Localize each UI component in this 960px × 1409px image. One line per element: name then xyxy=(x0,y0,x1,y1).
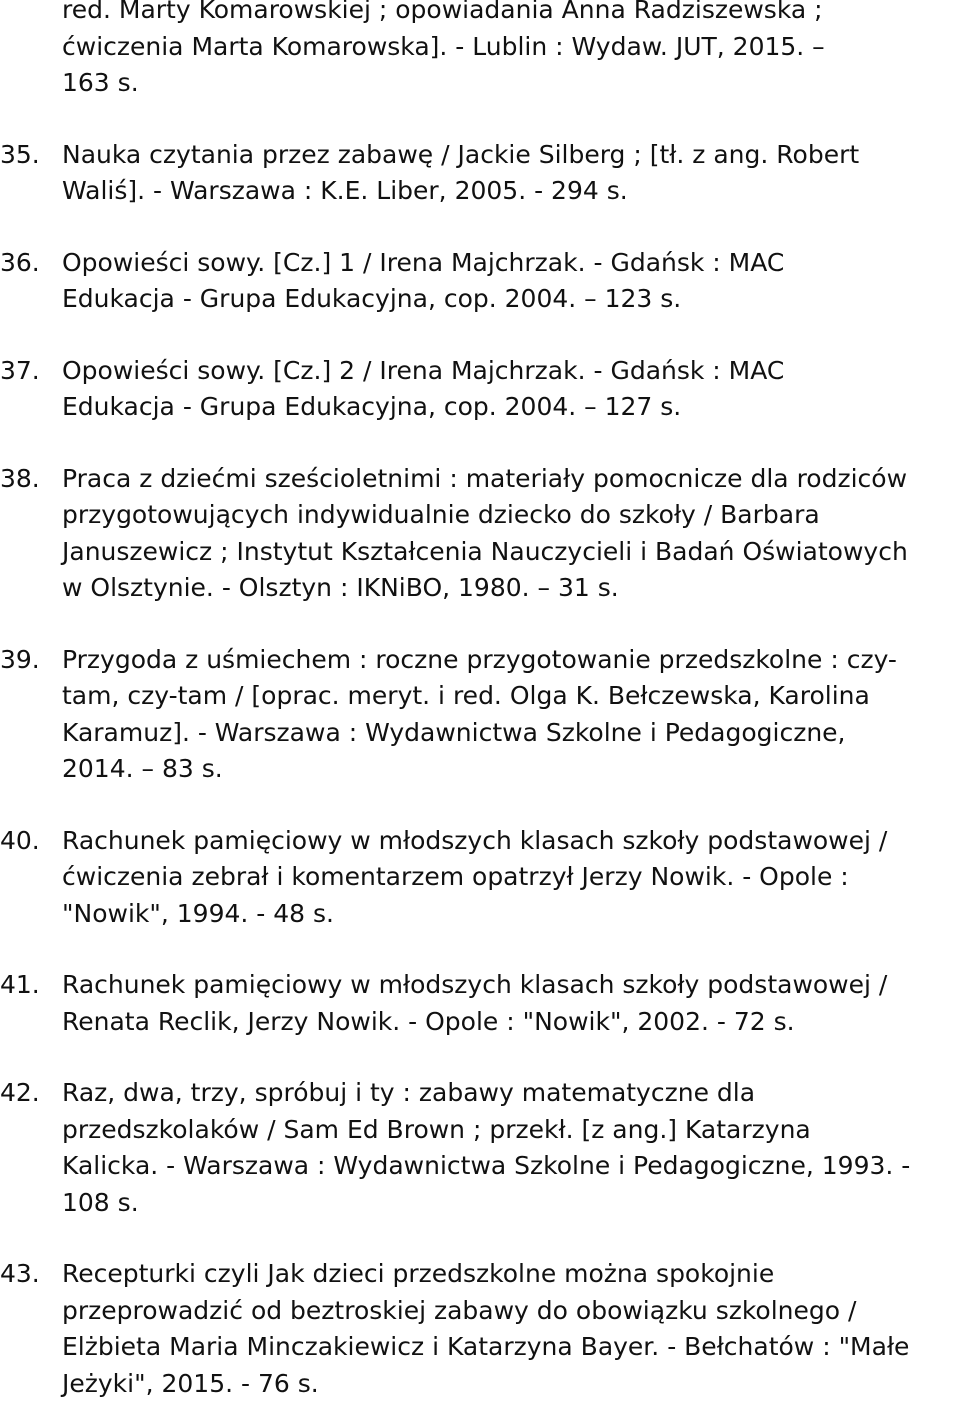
entry-line: przeprowadzić od beztroskiej zabawy do obowiązku szkolnego / xyxy=(62,1295,857,1325)
entry-number: 41. xyxy=(0,970,40,999)
entry-number: 39. xyxy=(0,644,40,674)
bibliography-entry xyxy=(0,823,960,933)
entry-line: Rachunek pamięciowy w młodszych klasach szkoły podstawowej / xyxy=(62,825,888,855)
bibliography-entry xyxy=(0,1256,960,1402)
entry-line: ćwiczenia Marta Komarowska]. - Lublin : Wydaw. JUT, 2015. – xyxy=(62,31,825,61)
entry-line: Januszewicz ; Instytut Kształcenia Nauczycieli i Badań Oświatowych xyxy=(62,536,908,566)
entry-line: Karamuz]. - Warszawa : Wydawnictwa Szkolne i Pedagogiczne, xyxy=(62,717,846,747)
entry-line: Opowieści sowy. [Cz.] 2 / Irena Majchrzak. - Gdańsk : MAC xyxy=(62,355,785,385)
bibliography-entry xyxy=(0,461,960,607)
entry-text xyxy=(62,353,952,426)
entry-number: 37. xyxy=(0,355,40,385)
bibliography-entry xyxy=(0,353,960,426)
entry-line: przedszkolaków / Sam Ed Brown ; przekł. [z ang.] Katarzyna xyxy=(62,1114,811,1144)
bibliography-entry xyxy=(0,642,960,788)
entry-line: Edukacja - Grupa Edukacyjna, cop. 2004. – 123 s. xyxy=(62,284,682,313)
entry-number: 36. xyxy=(0,247,40,277)
entry-line: Raz, dwa, trzy, spróbuj i ty : zabawy matematyczne dla xyxy=(62,1078,756,1107)
entry-text xyxy=(62,0,952,102)
entry-number: 40. xyxy=(0,825,40,855)
entry-line: przygotowujących indywidualnie dziecko do szkoły / Barbara xyxy=(62,500,820,529)
entry-line: Nauka czytania przez zabawę / Jackie Silberg ; [tł. z ang. Robert xyxy=(62,139,860,169)
entry-line: Edukacja - Grupa Edukacyjna, cop. 2004. – 127 s. xyxy=(62,392,682,421)
entry-text xyxy=(62,642,952,788)
bibliography-entry xyxy=(0,245,960,318)
bibliography-entry-continued xyxy=(0,0,960,102)
entry-text xyxy=(62,1075,952,1221)
entry-line: Recepturki czyli Jak dzieci przedszkolne można spokojnie xyxy=(62,1259,775,1288)
entry-line: ćwiczenia zebrał i komentarzem opatrzył Jerzy Nowik. - Opole : xyxy=(62,862,849,891)
entry-line: red. Marty Komarowskiej ; opowiadania Anna Radziszewska ; xyxy=(62,0,823,24)
entry-line: w Olsztynie. - Olsztyn : IKNiBO, 1980. – 31 s. xyxy=(62,573,619,602)
entry-line: Renata Reclik, Jerzy Nowik. - Opole : "Nowik", 2002. - 72 s. xyxy=(62,1006,795,1036)
entry-number: 43. xyxy=(0,1259,40,1288)
entry-line: Jeżyki", 2015. - 76 s. xyxy=(62,1368,319,1398)
entry-line: Rachunek pamięciowy w młodszych klasach szkoły podstawowej / xyxy=(62,970,888,999)
entry-line: Przygoda z uśmiechem : roczne przygotowanie przedszkolne : czy- xyxy=(62,644,897,674)
entry-text xyxy=(62,245,952,318)
entry-text xyxy=(62,967,952,1040)
entry-line: "Nowik", 1994. - 48 s. xyxy=(62,898,334,928)
bibliography-entry xyxy=(0,967,960,1040)
entry-text xyxy=(62,461,952,607)
entry-number: 38. xyxy=(0,463,40,493)
entry-line: tam, czy-tam / [oprac. meryt. i red. Olga K. Bełczewska, Karolina xyxy=(62,681,870,710)
bibliography-entry xyxy=(0,1075,960,1221)
entry-line: 108 s. xyxy=(62,1187,139,1217)
entry-line: 2014. – 83 s. xyxy=(62,754,223,783)
entry-text xyxy=(62,1256,952,1402)
entry-line: Kalicka. - Warszawa : Wydawnictwa Szkolne i Pedagogiczne, 1993. - xyxy=(62,1151,911,1180)
bibliography-entry xyxy=(0,137,960,210)
entry-line: Waliś]. - Warszawa : K.E. Liber, 2005. - 294 s. xyxy=(62,176,628,205)
entry-line: Praca z dziećmi sześcioletnimi : materiały pomocnicze dla rodziców xyxy=(62,463,908,493)
entry-number: 42. xyxy=(0,1078,40,1107)
entry-line: Opowieści sowy. [Cz.] 1 / Irena Majchrzak. - Gdańsk : MAC xyxy=(62,247,785,277)
entry-text xyxy=(62,137,952,210)
entry-line: Elżbieta Maria Minczakiewicz i Katarzyna Bayer. - Bełchatów : "Małe xyxy=(62,1332,910,1361)
entry-number: 35. xyxy=(0,139,40,169)
entry-line: 163 s. xyxy=(62,68,139,97)
entry-text xyxy=(62,823,952,933)
